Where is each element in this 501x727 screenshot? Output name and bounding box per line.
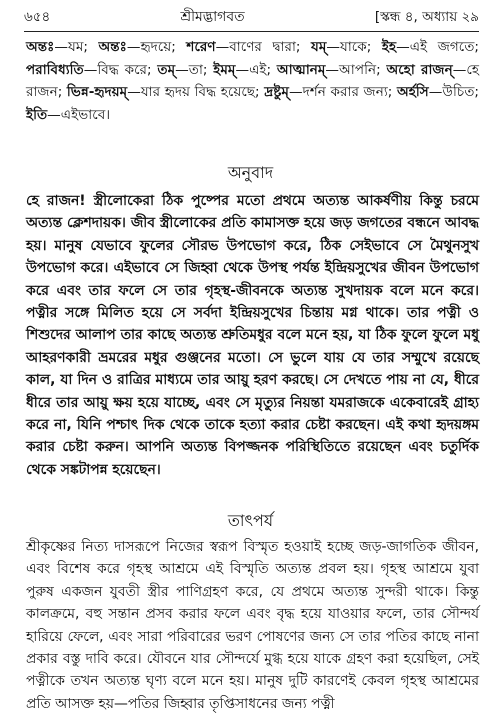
- synonym-term: ইতি: [26, 106, 48, 123]
- synonym-meaning: —বাণের দ্বারা;: [215, 39, 312, 55]
- synonym-meaning: —উচিত;: [428, 84, 479, 101]
- synonym-term: পরাবিধ্যতি: [26, 61, 84, 78]
- book-title: শ্রীমদ্ভাগবত: [180, 9, 245, 25]
- synonym-meaning: —আপনি;: [325, 61, 387, 78]
- purport-text: শ্রীকৃষ্ণের নিত্য দাসরূপে নিজের স্বরূপ বিস্মৃত হওয়াই হচ্ছে জড়-জাগতিক জীবন, এবং বিশেষ করে গৃহস্থ আশ্রমে এই বিস্মৃতি অত্যন্ত প্রবল হয়। গৃহস্থ আশ্রমে যুবা পুরুষ একজন যুবতী স্ত্রীর পাণিগ্রহণ করে, যে প্রথমে অত্যন্ত সুন্দরী থাকে। কিন্তু কালক্রমে, বহু সন্তান প্রসব করার ফলে এবং বৃদ্ধ হয়ে যাওয়ার ফলে, তার সৌন্দর্য হারিয়ে ফেলে, এবং সারা পরিবারের ভরণ পোষণের জন্য সে তার পতির কাছে নানা প্রকার বস্তু দাবি করে। যৌবনে যার সৌন্দর্যে মুগ্ধ হয়ে যাকে গ্রহণ করা হয়েছিল, সেই পত্নীকে তখন অত্যন্ত ঘৃণ্য বলে মনে হয়। মানুষ দুটি কারণেই কেবল গৃহস্থ আশ্রমের প্রতি আসক্ত হয়—পতির জিহ্বার তৃপ্তিসাধনের জন্য পত্নী: [26, 539, 479, 712]
- synonym-term: অর্হসি: [397, 84, 429, 101]
- synonym-term: অন্তঃ: [98, 39, 127, 55]
- header-rule: [24, 31, 479, 32]
- synonym-term: অন্তঃ: [26, 39, 55, 55]
- synonym-term: তম্: [157, 61, 176, 78]
- translation-heading: অনুবাদ: [227, 163, 274, 182]
- synonym-term: দ্রষ্টুম্: [264, 84, 289, 101]
- synonym-meaning: —দর্শন করার জন্য;: [288, 84, 397, 101]
- page-header: [24, 4, 479, 30]
- translation-text: হে রাজন! স্ত্রীলোকেরা ঠিক পুষ্পের মতো প্রথমে অত্যন্ত আকর্ষণীয় কিন্তু চরমে অত্যন্ত ক্লেশদায়ক। জীব স্ত্রীলোকের প্রতি কামাসক্ত হয়ে জড় জগতের বন্ধনে আবদ্ধ হয়। মানুষ যেভাবে ফুলের সৌরভ উপভোগ করে, ঠিক সেইভাবে সে মৈথুনসুখ উপভোগ করে। এইভাবে সে জিহ্বা থেকে উপস্থ পর্যন্ত ইন্দ্রিয়সুখের জীবন উপভোগ করে এবং তার ফলে সে তার গৃহস্থ-জীবনকে অত্যন্ত সুখদায়ক বলে মনে করে। পত্নীর সঙ্গে মিলিত হয়ে সে সর্বদা ইন্দ্রিয়সুখের চিন্তায় মগ্ন থাকে। তার পত্নী ও শিশুদের আলাপ তার কাছে অত্যন্ত শ্রুতিমধুর বলে মনে হয়, যা ঠিক ফুলে ফুলে মধু আহরণকারী ভ্রমরের মধুর গুঞ্জনের মতো। সে ভুলে যায় যে তার সম্মুখে রয়েছে কাল, যা দিন ও রাত্রির মাধ্যমে তার আয়ু হরণ করছে। সে দেখতে পায় না যে, ধীরে ধীরে তার আয়ু ক্ষয় হয়ে যাচ্ছে, এবং সে মৃত্যুর নিয়ন্তা যমরাজকে একেবারেই গ্রাহ্য করে না, যিনি পশ্চাৎ দিক থেকে তাকে হত্যা করার চেষ্টা করছেন। এই কথা হৃদয়ঙ্গম করার চেষ্টা করুন। আপনি অত্যন্ত বিপজ্জনক পরিস্থিতিতে রয়েছেন এবং চতুর্দিক থেকে সঙ্কটাপন্ন হয়েছেন।: [26, 193, 479, 478]
- synonym-meaning: —এই জগতে;: [396, 39, 480, 55]
- synonym-term: যম্: [311, 39, 327, 55]
- synonym-term: আত্মানম্: [276, 61, 326, 78]
- synonym-meaning: —যম;: [54, 39, 99, 55]
- synonym-term: ভিন্ন-হৃদয়ম্: [66, 84, 128, 101]
- synonym-meaning: —যার হৃদয় বিদ্ধ হয়েছে;: [127, 84, 265, 101]
- word-for-word-synonyms: [26, 36, 479, 126]
- synonym-meaning: —যাকে;: [326, 39, 382, 55]
- synonym-term: শরেণ: [186, 39, 216, 55]
- chapter-reference: [স্কন্ধ ৪, অধ্যায় ২৯: [374, 8, 479, 25]
- synonym-meaning: —বিদ্ধ করে;: [83, 61, 158, 78]
- synonym-term: অহো রাজন্: [386, 61, 453, 78]
- synonym-meaning: —এইভাবে।: [47, 106, 111, 123]
- page-number: ৬৫৪: [24, 8, 51, 25]
- synonym-term: ইমম্: [213, 61, 236, 78]
- synonym-term: ইহ: [381, 39, 397, 55]
- synonym-meaning: —এই;: [235, 61, 277, 78]
- synonym-meaning: —তা;: [175, 61, 214, 78]
- purport-heading: তাৎপর্য: [227, 511, 274, 530]
- synonym-meaning: —হে রাজন;: [26, 61, 479, 101]
- synonym-meaning: —হৃদয়ে;: [126, 39, 187, 55]
